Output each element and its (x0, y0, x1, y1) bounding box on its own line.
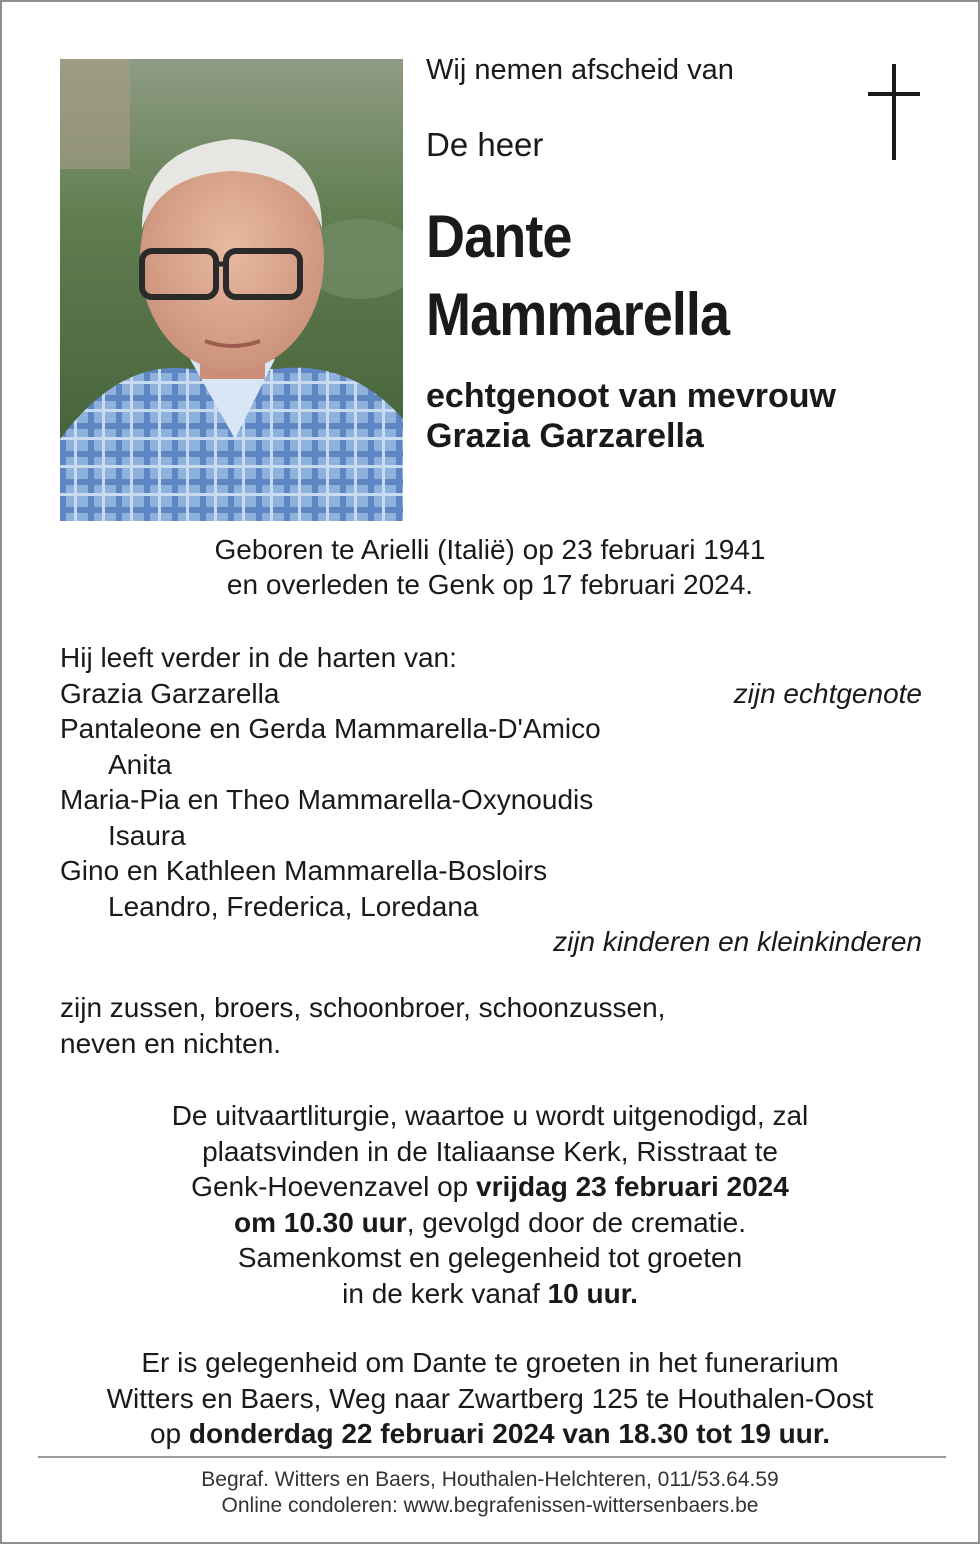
intro-text: Wij nemen afscheid van (426, 54, 734, 86)
birth-death-info (2, 532, 978, 602)
other-relatives-line1: zijn zussen, broers, schoonbroer, schoonzussen, (60, 992, 666, 1023)
ceremony-cremation: , gevolgd door de crematie. (406, 1206, 747, 1238)
ceremony-line1: De uitvaartliturgie, waartoe u wordt uitgenodigd, zal (171, 1100, 809, 1131)
family-list (60, 640, 922, 960)
ceremony-line5: Samenkomst en gelegenheid tot groeten (237, 1242, 743, 1273)
family-intro: Hij leeft verder in de harten van: (60, 642, 457, 673)
ceremony-date: vrijdag 23 februari 2024 (476, 1171, 789, 1202)
cross-icon (862, 62, 926, 162)
funeral-home-info: Begraf. Witters en Baers, Houthalen-Helchteren, 011/53.64.59 (201, 1468, 779, 1491)
other-relatives-line2: neven en nichten. (60, 1027, 282, 1059)
gathering-time: 10 uur. (547, 1277, 638, 1309)
footer (2, 1467, 978, 1519)
visitation-info (2, 1345, 978, 1452)
other-relatives (60, 990, 665, 1061)
online-condolences[interactable]: Online condoleren: www.begrafenissen-wittersenbaers.be (221, 1494, 759, 1517)
ceremony-line3 (2, 1169, 978, 1205)
grandchild-row: Isaura (108, 819, 186, 851)
spouse-name: Grazia Garzarella (426, 417, 704, 455)
first-name: Dante (426, 203, 572, 270)
visit-line1: Er is gelegenheid om Dante te groeten in het funerarium (141, 1347, 839, 1378)
death-line: en overleden te Genk op 17 februari 2024. (226, 569, 754, 600)
family-spouse-role: zijn echtgenote (733, 677, 922, 709)
deceased-name (426, 198, 763, 354)
ceremony-time: om 10.30 uur (233, 1206, 407, 1238)
ceremony-line6 (2, 1276, 978, 1312)
visit-line2: Witters en Baers, Weg naar Zwartberg 125 te Houthalen-Oost (106, 1382, 874, 1414)
spouse-label: echtgenoot van mevrouw (426, 377, 836, 415)
family-spouse-name: Grazia Garzarella (60, 677, 280, 709)
children-role: zijn kinderen en kleinkinderen (553, 926, 922, 957)
portrait-photo (60, 59, 403, 521)
visit-line3 (2, 1416, 978, 1452)
spouse-info (426, 376, 836, 456)
honorific: De heer (426, 126, 544, 163)
child-row: Maria-Pia en Theo Mammarella-Oxynoudis (60, 784, 594, 815)
visit-prefix: op (149, 1418, 189, 1449)
grandchild-row: Anita (108, 748, 172, 780)
ceremony-line2: plaatsvinden in de Italiaanse Kerk, Risstraat te (202, 1135, 778, 1167)
gathering-text: in de kerk vanaf (342, 1277, 548, 1309)
visit-datetime: donderdag 22 februari 2024 van 18.30 tot 19 uur. (188, 1418, 831, 1449)
child-row: Pantaleone en Gerda Mammarella-D'Amico (60, 713, 601, 744)
grandchild-row: Leandro, Frederica, Loredana (108, 890, 479, 922)
child-row: Gino en Kathleen Mammarella-Bosloirs (60, 855, 548, 886)
ceremony-location: Genk-Hoevenzavel op (191, 1171, 476, 1202)
birth-line: Geboren te Arielli (Italië) op 23 februari 1941 (214, 534, 766, 565)
footer-divider (38, 1456, 946, 1458)
family-spouse-row (60, 676, 922, 712)
ceremony-info (2, 1098, 978, 1311)
ceremony-line4 (2, 1205, 978, 1241)
last-name: Mammarella (426, 281, 730, 348)
